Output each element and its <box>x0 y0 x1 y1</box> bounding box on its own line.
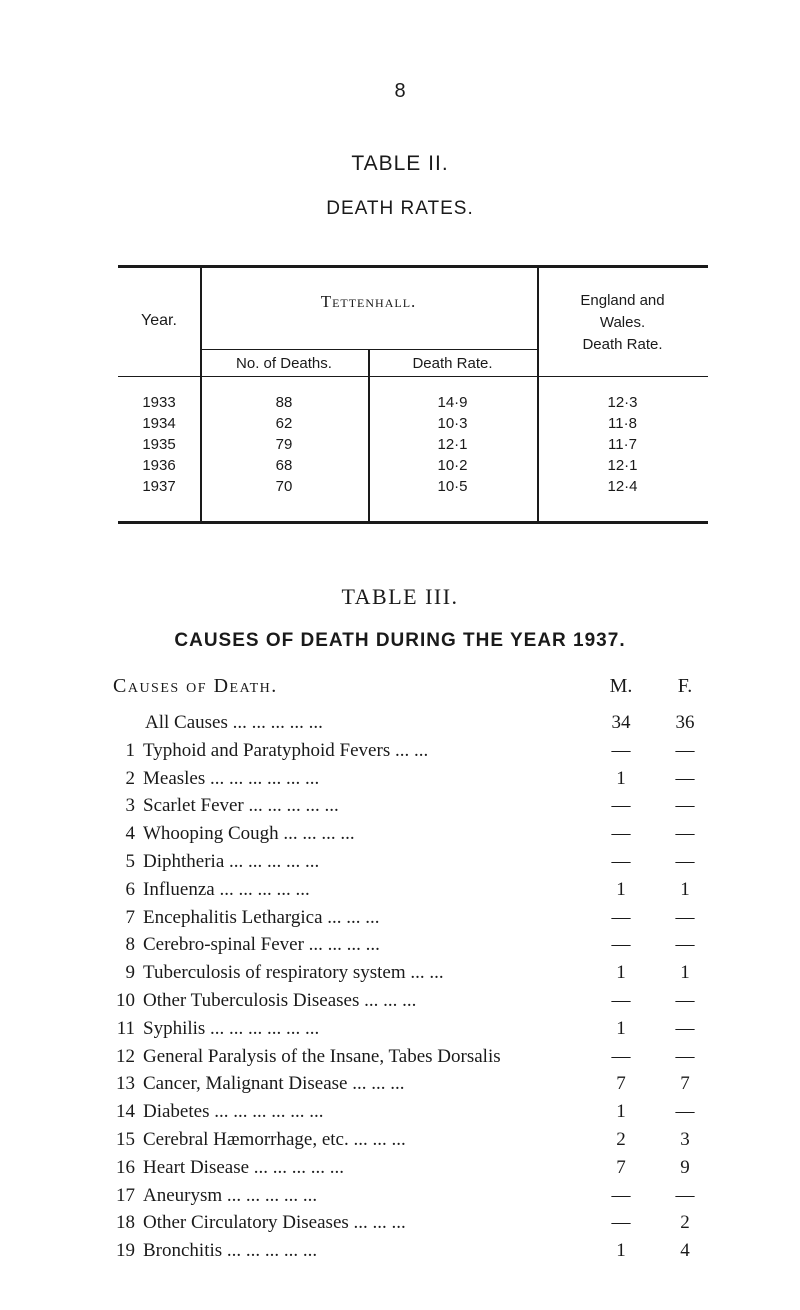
cause-number: 9 <box>125 962 135 984</box>
cause-name: Typhoid and Paratyphoid Fevers ... ... <box>143 739 429 761</box>
cause-row <box>113 931 763 959</box>
deaths-cell: 88 <box>275 394 293 411</box>
male-count: 7 <box>616 1156 626 1178</box>
cause-row <box>113 1015 763 1043</box>
header-death-rate: Death Rate. <box>412 355 493 372</box>
male-count: — <box>611 1045 631 1067</box>
male-count: — <box>611 739 631 761</box>
cause-row <box>113 848 763 876</box>
cause-name: Influenza ... ... ... ... ... <box>143 878 310 900</box>
rate-cell: 12·1 <box>437 436 468 453</box>
deaths-cell: 62 <box>275 415 293 432</box>
cause-name: Encephalitis Lethargica ... ... ... <box>143 906 380 928</box>
cause-name: Cerebral Hæmorrhage, etc. ... ... ... <box>143 1128 406 1150</box>
female-count: — <box>675 1184 695 1206</box>
male-count: 1 <box>616 878 626 900</box>
ew-rate-cell: 12·1 <box>607 457 638 474</box>
female-count: 9 <box>680 1156 690 1178</box>
cause-row <box>113 904 763 932</box>
ew-rate-cell: 11·8 <box>608 415 637 432</box>
year-column <box>118 392 200 497</box>
header-male: M. <box>609 675 633 697</box>
rate-cell: 10·5 <box>437 478 468 495</box>
year-cell: 1937 <box>142 478 176 495</box>
cause-name: All Causes ... ... ... ... ... <box>145 712 323 733</box>
header-england-line2: Wales. <box>599 314 646 331</box>
cause-name: Diabetes ... ... ... ... ... ... <box>143 1101 324 1123</box>
year-cell: 1933 <box>142 394 176 411</box>
header-divider <box>118 376 200 377</box>
female-count: — <box>675 823 695 845</box>
male-count: — <box>611 934 631 956</box>
year-cell: 1936 <box>142 457 176 474</box>
rate-column <box>368 392 537 497</box>
male-count: — <box>611 989 631 1011</box>
cause-number: 2 <box>125 767 135 789</box>
cause-name: Scarlet Fever ... ... ... ... ... <box>143 795 339 817</box>
cause-name: General Paralysis of the Insane, Tabes Dorsalis <box>143 1045 501 1067</box>
table2-subtitle: DEATH RATES. <box>326 198 474 219</box>
cause-row <box>113 987 763 1015</box>
cause-number: 1 <box>125 739 135 761</box>
header-divider <box>537 376 708 377</box>
female-count: 4 <box>680 1240 690 1262</box>
header-female: F. <box>677 675 693 697</box>
cause-number: 7 <box>125 906 135 928</box>
cause-row <box>113 765 763 793</box>
cause-row <box>113 1043 763 1071</box>
header-divider <box>200 349 537 350</box>
cause-row <box>113 1237 763 1265</box>
cause-number: 19 <box>116 1240 135 1262</box>
cause-row <box>113 876 763 904</box>
cause-row <box>113 820 763 848</box>
cause-row <box>113 1209 763 1237</box>
cause-name: Aneurysm ... ... ... ... ... <box>143 1184 318 1206</box>
cause-name: Other Circulatory Diseases ... ... ... <box>143 1212 406 1234</box>
cause-name: Diphtheria ... ... ... ... ... <box>143 850 320 872</box>
cause-number: 8 <box>125 934 135 956</box>
male-count: — <box>611 823 631 845</box>
cause-number: 16 <box>116 1156 135 1178</box>
male-count: — <box>611 1184 631 1206</box>
cause-number: 10 <box>116 989 135 1011</box>
deaths-cell: 68 <box>275 457 293 474</box>
header-divider <box>200 376 537 377</box>
cause-name: Cerebro-spinal Fever ... ... ... ... <box>143 934 380 956</box>
male-count: 1 <box>616 962 626 984</box>
female-count: — <box>675 906 695 928</box>
male-count: 1 <box>616 1101 626 1123</box>
male-count: 7 <box>616 1073 626 1095</box>
cause-name: Measles ... ... ... ... ... ... <box>143 767 320 789</box>
deaths-column <box>200 392 368 497</box>
cause-name: Bronchitis ... ... ... ... ... <box>143 1240 318 1262</box>
male-count: — <box>611 906 631 928</box>
cause-number: 17 <box>116 1184 135 1206</box>
male-count: 2 <box>616 1128 626 1150</box>
deaths-cell: 79 <box>275 436 293 453</box>
male-count: 1 <box>616 1240 626 1262</box>
female-count: 7 <box>680 1073 690 1095</box>
rate-cell: 10·2 <box>437 457 468 474</box>
ew-rate-cell: 12·4 <box>607 478 638 495</box>
ew-rate-cell: 12·3 <box>607 394 638 411</box>
header-england-line1: England and <box>580 292 665 309</box>
cause-number: 12 <box>116 1045 135 1067</box>
cause-name: Tuberculosis of respiratory system ... ... <box>143 962 444 984</box>
table3-subtitle: CAUSES OF DEATH DURING THE YEAR 1937. <box>174 630 626 651</box>
cause-number: 4 <box>125 823 135 845</box>
header-tettenhall: Tettenhall. <box>320 292 417 311</box>
female-count: 3 <box>680 1128 690 1150</box>
cause-number: 5 <box>125 850 135 872</box>
header-england-line3: Death Rate. <box>582 336 663 353</box>
cause-name: Cancer, Malignant Disease ... ... ... <box>143 1073 405 1095</box>
cause-row <box>113 1154 763 1182</box>
female-count: 1 <box>680 962 690 984</box>
cause-row <box>113 1098 763 1126</box>
table-bottom-rule <box>118 521 708 524</box>
male-count: 1 <box>616 767 626 789</box>
cause-row <box>113 1126 763 1154</box>
table-top-rule <box>118 265 708 268</box>
year-cell: 1934 <box>142 415 176 432</box>
header-causes: Causes of Death. <box>113 675 278 697</box>
cause-name: Syphilis ... ... ... ... ... ... <box>143 1017 320 1039</box>
female-count: — <box>675 989 695 1011</box>
header-year: Year. <box>141 312 177 329</box>
female-count: — <box>675 934 695 956</box>
male-count: 34 <box>611 712 631 733</box>
header-england-wales <box>537 290 708 356</box>
female-count: — <box>675 795 695 817</box>
deaths-cell: 70 <box>275 478 293 495</box>
year-cell: 1935 <box>142 436 176 453</box>
cause-number: 14 <box>116 1101 135 1123</box>
cause-number: 3 <box>125 795 135 817</box>
cause-row <box>113 1070 763 1098</box>
cause-row <box>113 959 763 987</box>
male-count: — <box>611 850 631 872</box>
causes-table-header <box>113 675 763 701</box>
cause-row <box>113 709 763 737</box>
cause-row <box>113 1182 763 1210</box>
male-count: 1 <box>616 1017 626 1039</box>
male-count: — <box>611 1212 631 1234</box>
female-count: — <box>675 1045 695 1067</box>
cause-number: 11 <box>116 1017 135 1039</box>
rate-cell: 10·3 <box>437 415 468 432</box>
page-number: 8 <box>394 80 406 102</box>
ew-rate-column <box>537 392 708 497</box>
cause-name: Heart Disease ... ... ... ... ... <box>143 1156 345 1178</box>
rate-cell: 14·9 <box>437 394 468 411</box>
female-count: 36 <box>675 712 695 733</box>
death-rates-table <box>118 265 708 523</box>
female-count: — <box>675 1101 695 1123</box>
cause-number: 6 <box>125 878 135 900</box>
female-count: 1 <box>680 878 690 900</box>
cause-name: Other Tuberculosis Diseases ... ... ... <box>143 989 417 1011</box>
female-count: — <box>675 767 695 789</box>
male-count: — <box>611 795 631 817</box>
table2-title: TABLE II. <box>351 152 449 175</box>
female-count: — <box>675 850 695 872</box>
header-no-of-deaths: No. of Deaths. <box>236 355 332 372</box>
cause-name: Whooping Cough ... ... ... ... <box>143 823 355 845</box>
female-count: — <box>675 1017 695 1039</box>
cause-row <box>113 737 763 765</box>
cause-number: 18 <box>116 1212 135 1234</box>
table3-title: TABLE III. <box>341 584 459 609</box>
causes-of-death-list <box>113 709 763 1265</box>
ew-rate-cell: 11·7 <box>608 436 637 453</box>
cause-row <box>113 792 763 820</box>
female-count: 2 <box>680 1212 690 1234</box>
cause-number: 13 <box>116 1073 135 1095</box>
female-count: — <box>675 739 695 761</box>
cause-number: 15 <box>116 1128 135 1150</box>
